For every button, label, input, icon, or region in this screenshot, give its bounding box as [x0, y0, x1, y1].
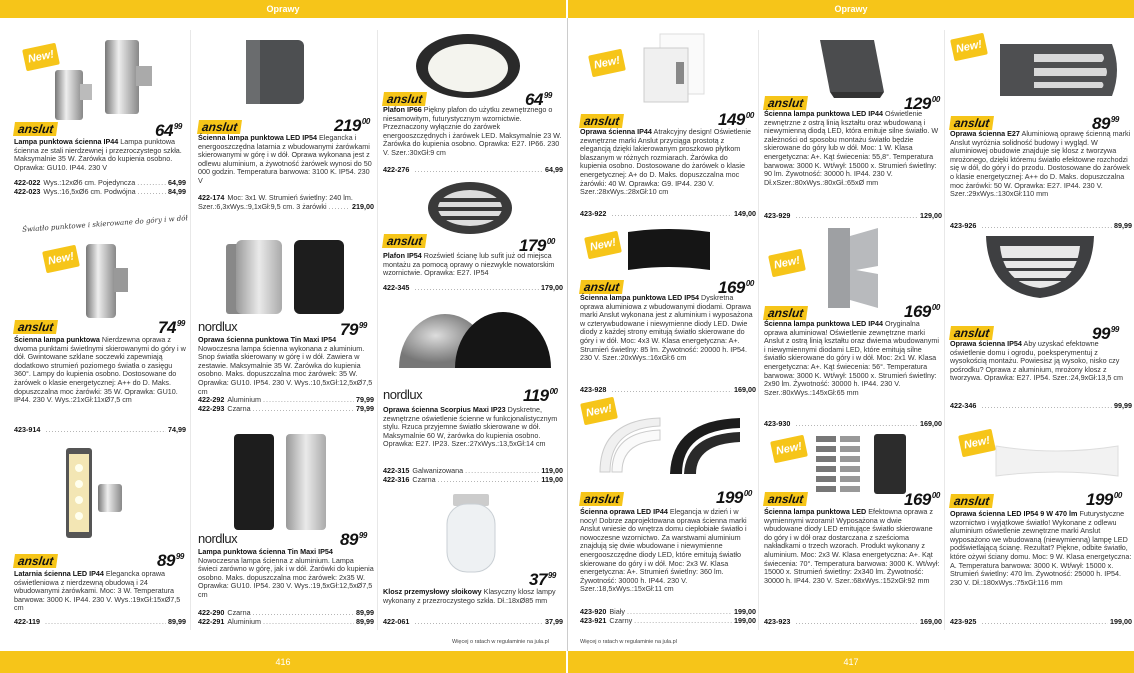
price: $99^{99}$	[1092, 324, 1119, 343]
product-title: Plafon IP66	[383, 105, 422, 114]
brand-anslut: anslut	[763, 492, 808, 506]
product-title: Oprawa ścienna IP44	[580, 127, 652, 136]
plate-wall-lamp-image	[632, 30, 712, 106]
price: $64^{99}$	[155, 121, 182, 140]
page-number: 416	[275, 657, 291, 667]
brand-nordlux: nordlux	[198, 319, 238, 334]
page-number: 417	[843, 657, 859, 667]
product-title: Oprawa ścienna punktowa Tin Maxi IP54	[198, 335, 337, 344]
brand-anslut: anslut	[382, 92, 427, 106]
product-card[interactable]	[574, 228, 758, 400]
product-description: Latarnia ścienna LED IP44 Elegancka oprawa oświetleniowa z nierdzewną obudową i 24 wbudowanymi żarówkami. Moc: 3 W. Temperatura barwowa: 3000 K. IP44. 230 V. Wys.:19xGł:15xØ7,5 cm	[14, 569, 181, 613]
product-description: Oprawa ścienna IP54 Aby uzyskać efektowne oświetlenie domu i ogrodu, poeksperymentuj z wysokością montażu. Powiesisz ją wysoko, nisko czy pośrodku? Oprawa z aluminium, mrożony klosz z tworzywa. Oprawka: E27. IP54. Szer.:24,9xGł:13,5 cm	[950, 339, 1123, 383]
product-card[interactable]	[379, 24, 567, 184]
product-description: Ścienna lampa punktowa LED IP44 Oryginalna oprawa aluminiowa! Oświetlenie zewnętrzne marki Anslut z ostrą linią kształtu oraz dwiema wbudowanymi i niewymiennymi diodami LED, które emitują silne światło skierowane do góry i w dół. Moc: 2x1 W. Klasa energetyczna: A+. Kąt świecenia: 56°. Temperatura barwowa: 3000 K. Wt/wył: 15000 x. Strumień świetlny: 2x90 lm. Żywotność: 30000 h. IP44. 230 V. Szer.:80xWys.:145xGł:65 mm	[764, 319, 939, 397]
brand-nordlux: nordlux	[198, 531, 238, 546]
brand-anslut: anslut	[579, 492, 624, 506]
interchangeable-pattern-lamp-image	[812, 432, 912, 496]
product-card[interactable]	[0, 24, 190, 204]
installment-note: Więcej o ratach w regulaminie na jula.pl	[580, 639, 677, 645]
new-badge: New!	[768, 249, 806, 278]
handwritten-note: Światło punktowe i skierowane do góry i w dół	[21, 214, 188, 234]
price: $119^{00}$	[523, 386, 558, 405]
product-description: Ścienna lampa punktowa LED Efektowna oprawa z wymiennymi wzorami! Wyposażona w dwie wbudowane diody LED emitujące światło skierowane do góry i w dół oraz dostarczana z sześcioma nakładkami o trzech wzorach. Produkt wykonany z aluminium. Moc: 2x3 W. Klasa energetyczna: A+. Kąt świecenia: 70°. Temperatura barwowa: 3000 K. Wt/wył: 15000 x. Strumień świetlny: 2x340 lm. Żywotność: 30000 h. IP44. 230 V. Szer.:68xWys.:152xGł:92 mm	[764, 507, 940, 585]
wall-lantern-image	[58, 444, 128, 544]
brand-anslut: anslut	[13, 122, 58, 136]
price: $199^{00}$	[1086, 490, 1122, 509]
product-title: Ścienna oprawa LED IP44	[580, 507, 668, 516]
price: $37^{99}$	[529, 570, 556, 589]
new-badge: New!	[588, 49, 626, 78]
product-title: Ścienna lampa punktowa LED IP44	[764, 109, 884, 118]
brand-anslut: anslut	[579, 114, 624, 128]
price: $149^{00}$	[718, 110, 754, 129]
footer-bar-left	[0, 651, 566, 673]
product-variant-row[interactable]: 423-925 ..... 199,00	[950, 618, 1132, 627]
price: $79^{99}$	[340, 320, 367, 339]
product-card[interactable]	[946, 24, 1134, 234]
product-card[interactable]	[760, 430, 944, 630]
header-bar-right	[568, 0, 1134, 18]
price: $89^{99}$	[1092, 114, 1119, 133]
product-card[interactable]	[0, 236, 190, 436]
new-badge: New!	[42, 245, 80, 274]
product-description: Oprawa ścienna Scorpius Maxi IP23 Dyskretne, zewnętrzne oświetlenie ścienne w funkcjonalistycznym stylu. Rzuca przyjemne światło skierowane w dół. Maksymalnie 60 W, żarówka do kupienia osobno. Oprawka: E27. IP23. Szer.:27xWys.:13,5xGł:14 cm	[383, 405, 558, 449]
product-variant-row[interactable]: 423-922 ..... 149,00	[580, 210, 756, 219]
product-title: Ścienna lampa punktowa	[14, 335, 100, 344]
product-title: Ścienna lampa punktowa LED IP54	[198, 133, 318, 142]
product-variant-row[interactable]: 423-923 ..... 169,00	[764, 618, 942, 627]
price: $169^{00}$	[904, 490, 940, 509]
brand-anslut: anslut	[763, 96, 808, 110]
product-card[interactable]	[192, 226, 377, 426]
footer-bar-right	[568, 651, 1134, 673]
brand-anslut: anslut	[579, 280, 624, 294]
product-variant-row[interactable]: 422-119 ..... 89,99	[14, 618, 186, 627]
product-card[interactable]	[192, 428, 377, 628]
product-card[interactable]	[379, 180, 567, 300]
product-variant-row[interactable]: 423-921 Czarny ..... 199,00	[580, 617, 756, 626]
product-variant-row[interactable]: 422-316 Czarna ..... 119,00	[383, 476, 563, 485]
product-title: Ścienna lampa punktowa LED IP54	[580, 293, 700, 302]
brand-anslut: anslut	[949, 116, 994, 130]
product-description: Ścienna oprawa LED IP44 Elegancja w dzień i w nocy! Dobrze zaprojektowana oprawa ścienna marki Anslut wniesie do wnętrza domu ciepłobiałe światło i nowoczesne wzornictwo. Za warstwami aluminium znajdują się dwie wbudowane i niewymienne energooszczędne diody LED, które emitują światło skierowane do góry i w dół. Moc: 2x3 W. Klasa energetyczna: A+. Strumień świetlny: 360 lm. Żywotność: 30000 h. IP44. 230 V. Szer.:18,5xWys.:15xGł:11 cm	[580, 507, 747, 594]
product-card[interactable]	[574, 398, 758, 630]
product-title: Oprawa ścienna Scorpius Maxi IP23	[383, 405, 506, 414]
section-title: Oprawy	[266, 4, 300, 14]
product-title: Ścienna lampa punktowa LED IP44	[764, 319, 884, 328]
price: $169^{00}$	[718, 278, 754, 297]
product-title: Latarnia ścienna LED IP44	[14, 569, 104, 578]
tin-maxi-pair-image	[222, 230, 352, 320]
price: $169^{00}$	[904, 302, 940, 321]
new-badge: New!	[770, 435, 808, 464]
product-variant-row[interactable]: 422-293 Czarna ..... 79,99	[198, 405, 374, 414]
product-card[interactable]	[760, 224, 944, 434]
product-description: Ścienna lampa punktowa Nierdzewna oprawa z dwoma punktami świetlnymi skierowanymi do góry i w dół. Gwintowane szklane soczewki zapewniają dodatkowo strumień poziomego światła o zasięgu 360°. Lampy do kupienia osobno. Dostosowane do żarówek o klasie energetycznej: A++ do D. Maks. dopuszczalna moc żarówki: 35 W. Oprawka: GU10. IP44. 230 V. Wys.:21xGł:11xØ7,5 cm	[14, 335, 186, 405]
black-led-wall-image	[624, 228, 714, 274]
product-variant-row[interactable]: 423-929 ..... 129,00	[764, 212, 942, 221]
brand-anslut: anslut	[382, 234, 427, 248]
product-variant-row[interactable]: 422-292 Aluminium ..... 79,99	[198, 396, 374, 405]
brand-anslut: anslut	[197, 120, 242, 134]
scorpius-dome-image	[395, 306, 555, 376]
price: $129^{00}$	[904, 94, 940, 113]
product-card[interactable]	[0, 440, 190, 630]
tin-maxi-tall-image	[228, 430, 338, 536]
k-shaped-led-wall-image	[820, 226, 890, 310]
brand-nordlux: nordlux	[383, 387, 423, 402]
product-card[interactable]	[946, 232, 1134, 422]
product-variant-row[interactable]: 422-291 Aluminium ..... 89,99	[198, 618, 374, 627]
price: $179^{00}$	[519, 236, 555, 255]
brand-anslut: anslut	[949, 326, 994, 340]
product-variant-row[interactable]: 422-022 Wys.:12xØ6 cm. Pojedyncza ..... 64,99	[14, 179, 186, 188]
product-title: Lampa punktowa ścienna IP44	[14, 137, 119, 146]
price: $74^{99}$	[158, 318, 185, 337]
price: $64^{99}$	[525, 90, 552, 109]
product-variant-row[interactable]: 423-928 ..... 169,00	[580, 386, 756, 395]
product-variant-row[interactable]: 423-920 Biały ..... 199,00	[580, 608, 756, 617]
product-description: Ścienna lampa punktowa LED IP54 Elegancka i energooszczędna latarnia z wbudowanymi żarówkami skierowanymi w górę i w dół. Oprawa wykonana jest z odlewu aluminium, a żywotność żarówek wynosi do 50 000 godzin. Temperatura barwowa: 3100 K. IP54. 230 V	[198, 133, 372, 185]
new-badge: New!	[950, 33, 988, 62]
product-title: Plafon IP54	[383, 251, 422, 260]
glass-jar-shade-image	[441, 492, 501, 576]
price: $89^{99}$	[340, 530, 367, 549]
new-badge: New!	[22, 43, 60, 72]
grill-wall-e27-image	[994, 34, 1124, 104]
wall-wash-led-image	[992, 442, 1122, 482]
product-description: Oprawa ścienna punktowa Tin Maxi IP54 Nowoczesna lampa ścienna wykonana z aluminium. Snop światła skierowany w górę i w dół. Zawiera w zestawie. Maksymalnie 35 W. Żarówka do kupienia osobno. Maks. dopuszczalna moc żarówek: 35 W. Oprawka: GU10. IP54. 230 V. Wys.:10,5xGł:12,5xØ7,5 cm	[198, 335, 373, 396]
product-title: Oprawa ścienna E27	[950, 129, 1020, 138]
product-description: Oprawa ścienna IP44 Atrakcyjny design! Oświetlenie zewnętrzne marki Anslut przyciąga prostotą z elegancją dzięki lakierowanym proszkowo płytkom blaszanym w różnych rozmiarach. Żarówka do kupienia osobno. Dostosowane do żarówek o klasie energetycznej: A+ do D. Maks. dopuszczalna moc żarówki: 40 W. Oprawka: G9. IP44. 230 V. Szer.:28xWys.:28xGł:10 cm	[580, 127, 752, 197]
product-title: Klosz przemysłowy słoikowy	[383, 587, 482, 596]
price: $89^{99}$	[157, 551, 184, 570]
product-card[interactable]	[379, 300, 567, 490]
brand-anslut: anslut	[13, 554, 58, 568]
header-bar-left	[0, 0, 566, 18]
product-variant-row[interactable]: 423-926 ..... 89,99	[950, 222, 1132, 231]
product-variant-row[interactable]: 423-914 ..... 74,99	[14, 426, 186, 435]
wall-spot-steel-image	[50, 32, 170, 122]
brand-anslut: anslut	[763, 306, 808, 320]
product-description: Klosz przemysłowy słoikowy Klasyczny klosz lampy wykonany z przezroczystego szkła. Dł.:18xØ85 mm	[383, 587, 556, 605]
product-card[interactable]	[574, 24, 758, 224]
product-description: Plafon IP66 Piękny plafon do użytku zewnętrznego o niesamowitym, futurystycznym wzornictwie. Przeznaczony wyłącznie do żarówek energooszczędnych i żarówek LED. Maksymalnie 23 W. Żarówka do kupienia osobno. Oprawka: E27. IP66. 230 V. Szer.:30xGł:9 cm	[383, 105, 562, 157]
layered-led-wall-image	[590, 412, 750, 486]
product-variant-row[interactable]: 422-023 Wys.:16,5xØ6 cm. Podwójna ..... 84,99	[14, 188, 186, 197]
product-variant-row[interactable]: 422-061 ..... 37,99	[383, 618, 563, 627]
section-title: Oprawy	[834, 4, 868, 14]
product-description: Oprawa ścienna LED IP54 9 W 470 lm Futurystyczne wzornictwo i wyjątkowe światło! Wykonane z odlewu aluminium oświetlenie zewnętrzne marki Anslut wyposażono we wbudowaną (niewymienną) lampę LED podświetlającą ścianę. Rezultat? Piękne, odbite światło, które ożywi ściany domu. Moc: 9 W. Klasa energetyczna: A. Temperatura barwowa: 3000 K. Wt/wył: 15000 x. Strumień świetlny: 470 lm. Żywotność: 25000 h. IP54. 230 V. Dł.:180xWys.:75xGł:116 mm	[950, 509, 1132, 587]
product-variant-row[interactable]: 422-276 ..... 64,99	[383, 166, 563, 175]
product-variant-row[interactable]: 422-346 ..... 99,99	[950, 402, 1132, 411]
product-description: Lampa punktowa ścienna Tin Maxi IP54 Nowoczesna lampa ścienna z aluminium. Lampa świeci zarówno w górę, jak i w dół. Żarówki do kupienia osobno. Maks. dopuszczalna moc żarówek: 2x35 W. Oprawka: GU10. IP54. 230 V. Wys.:19,5xGł:12,5xØ7,5 cm	[198, 547, 374, 599]
product-title: Ścienna lampa punktowa LED	[764, 507, 867, 516]
product-description: Plafon IP54 Rozświetl ścianę lub sufit już od miejsca montażu za pomocą oprawy o niezwykle nowatorskim wzornictwie. Oprawka: E27. IP54	[383, 251, 555, 278]
product-description: Lampa punktowa ścienna IP44 Lampa punktowa ścienna ze stali nierdzewnej i przezroczystego szkła. Maksymalnie 35 W. Żarówka do kupienia osobno. Oprawka: GU10. IP44. 230 V	[14, 137, 182, 172]
brand-anslut: anslut	[13, 320, 58, 334]
product-title: Lampa punktowa ścienna Tin Maxi IP54	[198, 547, 333, 556]
product-card[interactable]	[946, 428, 1134, 630]
new-badge: New!	[580, 397, 618, 426]
plafon-grill-image	[425, 180, 515, 236]
new-badge: New!	[958, 429, 996, 458]
new-badge: New!	[584, 231, 622, 260]
product-description: Ścienna lampa punktowa LED IP44 Oświetlenie zewnętrzne z ostrą linią kształtu oraz wbudowaną i niewymienną diodą LED, która emituje silne światło. W zależności od sposobu montażu światło będzie skierowane do góry lub w dół. Moc: 1 W. Klasa energetyczna: A+. Kąt świecenia: 55,8°. Temperatura barwowa: 3000 K. Wt/wył: 15000 x. Strumień świetlny: 90 lm. Żywotność: 30000 h. IP44. 230 V. Dł.xSzer.:80xWys.:80xGł.:65xØ mm	[764, 109, 939, 187]
brand-anslut: anslut	[949, 494, 994, 508]
product-card[interactable]	[379, 490, 567, 630]
product-variant-row[interactable]: 422-345 ..... 179,00	[383, 284, 563, 293]
price: $219^{00}$	[334, 116, 370, 135]
product-variant-row[interactable]: 422-315 Galwanizowana ..... 119,00	[383, 467, 563, 476]
product-card[interactable]	[760, 24, 944, 226]
product-description: Ścienna lampa punktowa LED IP54 Dyskretna oprawa aluminiowa z wbudowanymi diodami. Oprawa marki Anslut wykonana jest z aluminium i wyposażona w czterywbudowane i niewymienne diody LED. Dwie diody z każdej strony emitują światło skierowane do góry i w dół. Moc: 4x3 W. Klasa energetyczna: A+. Strumień świetlny: 85 lm. Żywotność: 20000 h. IP54. 230 V. Szer.:20xWys.:16xGł:6 cm	[580, 293, 753, 363]
product-variant-row[interactable]: Szer.:6,3xWys.:9,1xGł:9,5 cm. 3 żarówki ..... 219,00	[198, 203, 374, 212]
product-variant-row[interactable]: 422-174 Moc: 3x1 W. Strumień świetlny: 240 lm.	[198, 194, 353, 202]
price: $199^{00}$	[716, 488, 752, 507]
product-title: Oprawa ścienna IP54	[950, 339, 1022, 348]
wall-spot-led-image	[242, 30, 322, 110]
product-variant-row[interactable]: 423-930 ..... 169,00	[764, 420, 942, 429]
installment-note: Więcej o ratach w regulaminie na jula.pl	[452, 639, 549, 645]
wall-spot-cylinder-image	[80, 240, 140, 320]
product-variant-row[interactable]: 422-290 Czarna ..... 89,99	[198, 609, 374, 618]
ceiling-plafon-image	[413, 30, 523, 100]
product-description: Oprawa ścienna E27 Aluminiową oprawę ścienną marki Anslut wyróżnia solidność budowy i wygląd. W aluminiowej obudowie znajduje się klosz z tworzywa mrożonego, dzięki któremu światło efektowne rozchodzi się w dół, do góry i do przodu. Dostosowane do żarówek o klasie energetycznej: A++ do D. Maks. dopuszczalna moc żarówki: 50 W. Oprawka: E27. IP44. 230 V. Szer.:29xWys.:130xGł:110 mm	[950, 129, 1131, 199]
product-title: Oprawa ścienna LED IP54 9 W 470 lm	[950, 509, 1078, 518]
angular-led-wall-image	[812, 30, 892, 100]
half-moon-wall-image	[980, 232, 1100, 302]
product-card[interactable]	[192, 24, 377, 219]
